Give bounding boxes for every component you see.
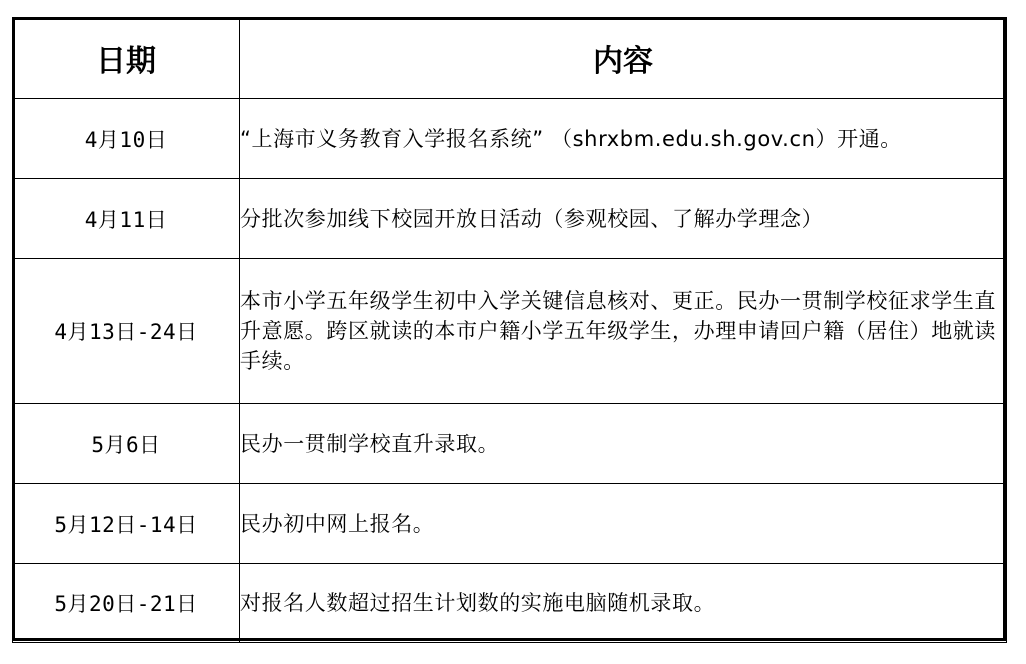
content-cell: 民办初中网上报名。: [240, 484, 1007, 564]
date-cell: 4月13日-24日: [13, 259, 240, 404]
date-cell: 4月11日: [13, 179, 240, 259]
content-cell: 本市小学五年级学生初中入学关键信息核对、更正。民办一贯制学校征求学生直升意愿。跨区就读的本市户籍小学五年级学生，办理申请回户籍（居住）地就读手续。: [240, 259, 1007, 404]
header-content: 内容: [240, 18, 1007, 99]
content-cell: 分批次参加线下校园开放日活动（参观校园、了解办学理念）: [240, 179, 1007, 259]
content-cell: 民办一贯制学校直升录取。: [240, 404, 1007, 484]
date-cell: 5月6日: [13, 404, 240, 484]
date-cell: 5月20日-21日: [13, 564, 240, 643]
header-date: 日期: [13, 18, 240, 99]
date-cell: 4月10日: [13, 99, 240, 179]
content-cell: 对报名人数超过招生计划数的实施电脑随机录取。: [240, 564, 1007, 643]
table-outer-border: [12, 17, 1006, 641]
content-cell: “上海市义务教育入学报名系统” （shrxbm.edu.sh.gov.cn）开通。: [240, 99, 1007, 179]
date-cell: 5月12日-14日: [13, 484, 240, 564]
